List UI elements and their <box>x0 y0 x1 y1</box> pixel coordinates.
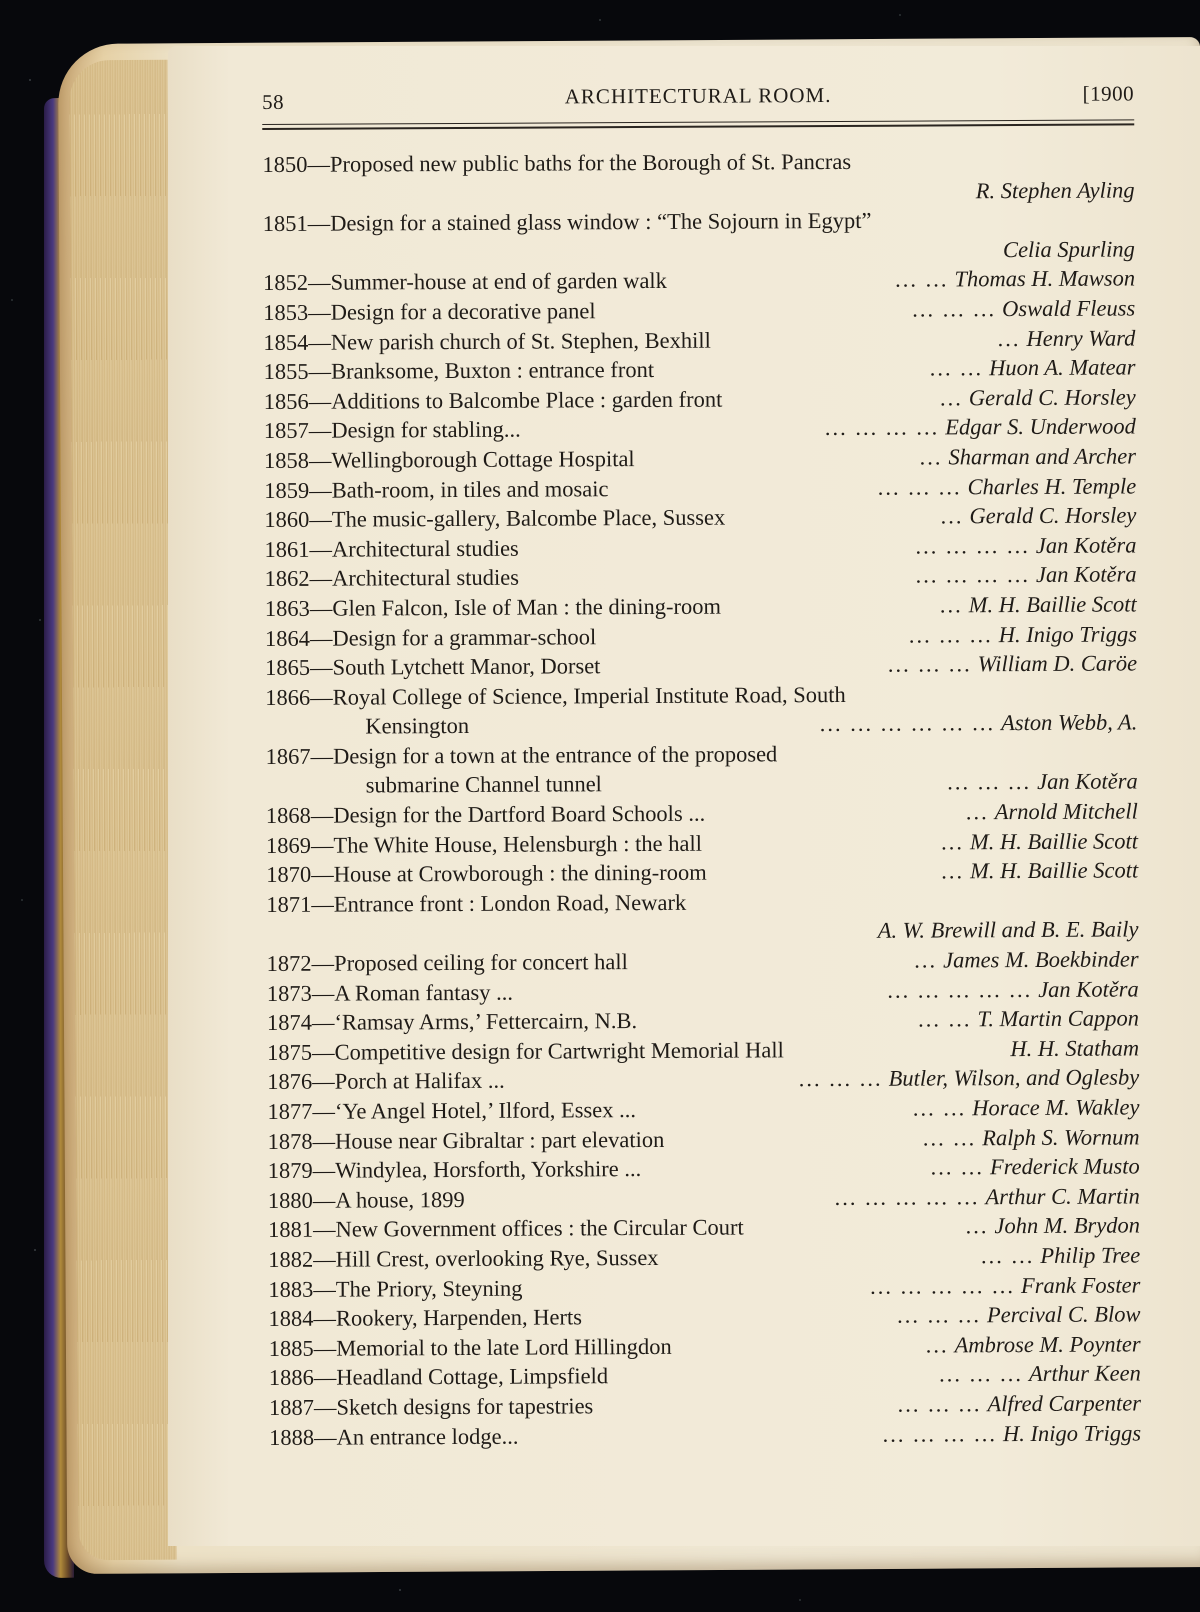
catalogue-entry <box>265 619 1137 653</box>
entry-line <box>269 1388 1141 1422</box>
page-fore-edge <box>69 60 176 1561</box>
entry-title: 1859—Bath-room, in tiles and mosaic <box>264 475 609 503</box>
leader-dots: ... ... <box>894 266 949 293</box>
entry-number: 1878 <box>267 1128 313 1154</box>
entry-title: 1888—An entrance lodge... <box>269 1423 519 1450</box>
leader-dots: ... ... ... <box>908 621 993 648</box>
entry-title-text: Branksome, Buxton : entrance front <box>330 357 655 384</box>
entry-number: 1882 <box>268 1246 314 1272</box>
entry-author: Percival C. Blow <box>986 1301 1141 1328</box>
catalogue-entry <box>269 1388 1141 1422</box>
entry-author: Alfred Carpenter <box>987 1390 1142 1417</box>
entry-title: 1866—Royal College of Science, Imperial Institute Road, South <box>265 681 846 710</box>
entry-author: Aston Webb, A. <box>1001 709 1138 736</box>
entry-line <box>268 1270 1140 1304</box>
catalogue-entry <box>264 382 1136 416</box>
entry-number: 1869 <box>265 832 312 858</box>
entry-title-text: Design for a grammar-school <box>332 623 597 651</box>
entry-line <box>264 471 1136 505</box>
entry-title: 1865—South Lytchett Manor, Dorset <box>265 653 601 681</box>
catalogue-entry <box>267 1092 1139 1126</box>
catalogue-entry <box>263 205 1135 269</box>
entry-line <box>263 264 1135 298</box>
entry-title-text: The Priory, Steyning <box>335 1275 523 1302</box>
entry-line <box>264 412 1136 446</box>
entry-line <box>264 530 1136 564</box>
entry-title-text: Royal College of Science, Imperial Institute Road, South <box>332 681 846 710</box>
catalogue-entry <box>267 974 1139 1008</box>
entry-title: 1877—‘Ye Angel Hotel,’ Ilford, Essex ... <box>267 1097 636 1124</box>
catalogue-entry <box>266 856 1138 890</box>
entry-author: Frank Foster <box>1020 1271 1141 1298</box>
entry-line-continued <box>266 767 1138 801</box>
entry-title-text: ‘Ramsay Arms,’ Fettercairn, N.B. <box>334 1008 638 1035</box>
entry-number: 1868 <box>265 802 311 829</box>
catalogue-entry <box>267 944 1139 978</box>
entry-title-text: Headland Cottage, Limpsfield <box>336 1363 609 1390</box>
entry-title: 1862—Architectural studies <box>264 564 519 592</box>
leader-dots: ... <box>939 385 963 411</box>
entry-line <box>263 205 1135 239</box>
entry-author: Gerald C. Horsley <box>968 384 1136 411</box>
entry-author: Celia Spurling <box>1002 236 1135 262</box>
entry-title-text: ‘Ye Angel Hotel,’ Ilford, Essex ... <box>334 1097 636 1124</box>
entry-number: 1862 <box>264 566 310 592</box>
entry-author: H. H. Statham <box>1010 1035 1140 1061</box>
catalogue-entry <box>265 737 1137 801</box>
entry-author: A. W. Brewill and B. E. Baily <box>877 916 1139 944</box>
leader-dots <box>784 1056 1010 1057</box>
catalogue-entry <box>266 885 1138 949</box>
entry-number: 1853 <box>263 299 309 325</box>
leader-dots: ... ... ... ... <box>824 414 940 441</box>
entry-title-text: Proposed new public baths for the Borough of St. Pancras <box>329 148 852 177</box>
entry-title: 1886—Headland Cottage, Limpsfield <box>268 1363 609 1391</box>
entry-line <box>266 885 1138 919</box>
page-content <box>262 73 1141 1452</box>
entry-author: Charles H. Temple <box>967 472 1137 499</box>
entry-line <box>264 382 1136 416</box>
entry-title-text: Bath-room, in tiles and mosaic <box>331 475 609 503</box>
catalogue-entry <box>264 441 1136 475</box>
entry-number: 1852 <box>263 270 309 296</box>
entry-number: 1856 <box>263 388 309 414</box>
leader-dots: ... <box>940 828 964 855</box>
entry-title-text: House at Crowborough : the dining-room <box>333 859 707 887</box>
entry-title-text: Windylea, Horsforth, Yorkshire ... <box>335 1156 642 1183</box>
entry-author: Frederick Musto <box>989 1153 1140 1180</box>
entry-number: 1851 <box>262 210 308 237</box>
entry-line <box>266 796 1138 830</box>
leader-dots: ... <box>939 592 963 618</box>
entry-number: 1867 <box>265 743 311 769</box>
leader-dots: ... <box>940 503 964 529</box>
entry-title-text: Glen Falcon, Isle of Man : the dining-room <box>332 593 722 621</box>
entry-number: 1877 <box>267 1098 313 1124</box>
entry-number: 1876 <box>267 1069 313 1095</box>
entry-author: Oswald Fleuss <box>1002 295 1136 322</box>
entry-author: Philip Tree <box>1040 1242 1141 1268</box>
catalogue-entry <box>268 1211 1140 1245</box>
page-year: [1900 <box>1082 81 1135 106</box>
page-title: ARCHITECTURAL ROOM. <box>564 83 832 109</box>
entry-title-text: New parish church of St. Stephen, Bexhill <box>330 327 711 355</box>
entry-number: 1870 <box>266 862 312 888</box>
entry-title: 1854—New parish church of St. Stephen, Bexhill <box>263 327 711 355</box>
leader-dots: ... ... ... ... ... ... <box>819 710 996 737</box>
entry-number: 1883 <box>268 1276 314 1302</box>
entry-title-continued: submarine Channel tunnel <box>365 771 602 798</box>
entry-title: 1870—House at Crowborough : the dining-room <box>266 859 707 888</box>
entry-title: 1875—Competitive design for Cartwright Memorial Hall <box>267 1037 784 1065</box>
catalogue-entry <box>263 293 1135 327</box>
header-rule-thick <box>262 123 1134 130</box>
entry-line <box>265 619 1137 653</box>
entry-author: Thomas H. Mawson <box>954 265 1136 292</box>
catalogue-entry <box>268 1300 1140 1334</box>
entry-line <box>265 737 1137 771</box>
entry-line <box>268 1181 1140 1215</box>
entry-number: 1857 <box>263 418 309 444</box>
entry-number: 1881 <box>267 1217 314 1243</box>
leader-dots: ... ... ... ... <box>915 532 1030 559</box>
leader-dots: ... <box>914 947 938 973</box>
entry-author: R. Stephen Ayling <box>975 177 1135 203</box>
leader-dots: ... ... ... ... <box>915 562 1031 588</box>
entry-author: Jan Kotěra <box>1035 532 1137 558</box>
entry-line <box>267 974 1139 1008</box>
entry-author: Arthur C. Martin <box>985 1183 1140 1210</box>
entry-line <box>265 589 1137 623</box>
entry-author: M. H. Baillie Scott <box>970 857 1139 884</box>
entry-line <box>264 501 1136 535</box>
catalogue-entry <box>269 1418 1141 1452</box>
entry-number: 1861 <box>264 536 310 562</box>
leader-dots: ... <box>941 858 965 884</box>
entry-line <box>269 1359 1141 1393</box>
entry-title-text: Design for a town at the entrance of the proposed <box>332 741 778 769</box>
entry-number: 1884 <box>268 1305 314 1332</box>
entry-number: 1866 <box>265 684 311 710</box>
entry-author: William D. Caröe <box>977 650 1138 677</box>
catalogue-entry <box>265 589 1137 623</box>
entry-number: 1859 <box>264 477 310 503</box>
entry-title: 1856—Additions to Balcombe Place : garden front <box>263 386 723 414</box>
entry-number: 1858 <box>263 447 310 473</box>
entry-title: 1861—Architectural studies <box>264 535 519 562</box>
catalogue-entry <box>264 501 1136 535</box>
catalogue-entry <box>269 1359 1141 1393</box>
entry-number: 1871 <box>266 891 312 917</box>
entry-line <box>267 1063 1139 1097</box>
entry-title: 1855—Branksome, Buxton : entrance front <box>263 357 655 385</box>
entry-title-text: Design for stabling... <box>331 416 521 443</box>
entry-author: M. H. Baillie Scott <box>968 591 1137 618</box>
running-head <box>262 73 1134 122</box>
entry-author: Butler, Wilson, and Oglesby <box>888 1064 1140 1092</box>
leader-dots: ... ... ... <box>938 1361 1023 1387</box>
entry-title: 1857—Design for stabling... <box>263 416 521 444</box>
catalogue-entry <box>268 1270 1140 1304</box>
entry-title: 1863—Glen Falcon, Isle of Man : the dining-room <box>264 593 722 621</box>
entry-title: 1876—Porch at Halifax ... <box>267 1068 505 1095</box>
leader-dots: ... <box>925 1332 949 1358</box>
catalogue-entry <box>263 264 1135 298</box>
catalogue-entry <box>269 1329 1141 1363</box>
entry-number: 1875 <box>267 1039 313 1065</box>
entry-title-text: The music-gallery, Balcombe Place, Sussex <box>331 504 726 532</box>
entry-number: 1888 <box>269 1424 315 1450</box>
entry-title: 1860—The music-gallery, Balcombe Place, Sussex <box>264 504 726 533</box>
entry-title: 1864—Design for a grammar-school <box>264 623 597 651</box>
entry-author: Henry Ward <box>1026 324 1136 351</box>
entry-line <box>267 1092 1139 1126</box>
entry-author: M. H. Baillie Scott <box>969 828 1139 854</box>
entry-title-text: Rookery, Harpenden, Herts <box>335 1304 583 1331</box>
entry-title: 1882—Hill Crest, overlooking Rye, Sussex <box>268 1244 659 1272</box>
entry-line <box>266 826 1138 860</box>
entry-title-text: The White House, Helensburgh : the hall <box>333 830 703 858</box>
entry-line <box>265 649 1137 683</box>
entry-title: 1868—Design for the Dartford Board Schools ... <box>265 800 706 829</box>
entry-list <box>262 145 1141 1452</box>
entry-title: 1872—Proposed ceiling for concert hall <box>266 949 628 977</box>
entry-line <box>263 293 1135 327</box>
catalogue-entry <box>263 323 1135 357</box>
catalogue-entry <box>266 796 1138 830</box>
entry-title: 1885—Memorial to the late Lord Hillingdon <box>268 1333 672 1361</box>
entry-title: 1852—Summer-house at end of garden walk <box>263 268 667 296</box>
entry-title-text: Architectural studies <box>332 564 519 591</box>
entry-title: 1851—Design for a stained glass window : “The Sojourn in Egypt” <box>262 207 872 237</box>
catalogue-entry <box>265 678 1137 742</box>
leader-dots: ... ... ... ... ... <box>870 1272 1016 1299</box>
catalogue-entry <box>266 826 1138 860</box>
leader-dots: ... <box>919 444 943 470</box>
leader-dots: ... ... ... <box>947 769 1032 795</box>
entry-author: Ambrose M. Poynter <box>954 1331 1141 1358</box>
entry-line <box>268 1240 1140 1274</box>
entry-author: Arnold Mitchell <box>994 798 1138 825</box>
entry-number: 1860 <box>264 506 310 533</box>
entry-line <box>267 944 1139 978</box>
entry-number: 1873 <box>266 980 312 1006</box>
entry-title-text: Architectural studies <box>331 535 519 562</box>
entry-title: 1887—Sketch designs for tapestries <box>268 1393 594 1420</box>
leader-dots: ... ... <box>980 1242 1035 1269</box>
entry-author: Horace M. Wakley <box>972 1094 1140 1121</box>
entry-title-text: A Roman fantasy ... <box>334 979 514 1006</box>
entry-title: 1853—Design for a decorative panel <box>263 298 596 325</box>
entry-title-text: Design for a stained glass window : “The Sojourn in Egypt” <box>330 207 872 236</box>
entry-title-text: Additions to Balcombe Place : garden front <box>331 386 723 414</box>
entry-title: 1873—A Roman fantasy ... <box>266 979 514 1006</box>
entry-line <box>267 1122 1139 1156</box>
entry-title: 1858—Wellingborough Cottage Hospital <box>263 445 635 473</box>
entry-title-text: An entrance lodge... <box>336 1423 519 1450</box>
entry-title: 1874—‘Ramsay Arms,’ Fettercairn, N.B. <box>266 1008 638 1036</box>
entry-author: James M. Boekbinder <box>942 946 1139 973</box>
entry-title: 1869—The White House, Helensburgh : the hall <box>265 830 703 858</box>
entry-title: 1881—New Government offices : the Circular Court <box>267 1214 744 1243</box>
catalogue-entry <box>265 649 1137 683</box>
entry-title-text: A house, 1899 <box>335 1186 465 1213</box>
entry-number: 1865 <box>265 654 311 681</box>
catalogue-entry <box>264 530 1136 564</box>
entry-title-text: Memorial to the late Lord Hillingdon <box>336 1333 672 1361</box>
entry-title: 1879—Windylea, Horsforth, Yorkshire ... <box>267 1156 642 1184</box>
entry-title: 1878—House near Gibraltar : part elevation <box>267 1126 665 1154</box>
leader-dots: ... ... <box>922 1124 977 1151</box>
entry-title-text: New Government offices : the Circular Court <box>335 1214 744 1243</box>
leader-dots: ... ... ... <box>887 651 972 677</box>
catalogue-entry <box>263 353 1135 387</box>
entry-line <box>269 1418 1141 1452</box>
catalogue-entry <box>262 145 1134 209</box>
entry-number: 1874 <box>266 1009 313 1036</box>
entry-number: 1863 <box>264 595 310 621</box>
entry-line <box>268 1152 1140 1186</box>
catalogue-entry <box>264 412 1136 446</box>
leader-dots: ... <box>965 799 989 825</box>
leader-dots: ... ... ... <box>897 1302 982 1328</box>
entry-title-text: Wellingborough Cottage Hospital <box>331 445 635 473</box>
entry-line <box>263 353 1135 387</box>
catalogue-entry <box>268 1240 1140 1274</box>
entry-number: 1885 <box>268 1335 314 1361</box>
entry-number: 1886 <box>268 1365 314 1391</box>
leader-dots: ... ... ... <box>798 1066 883 1092</box>
entry-author: H. Inigo Triggs <box>1002 1419 1142 1446</box>
entry-number: 1872 <box>266 950 312 977</box>
leader-dots: ... ... <box>918 1006 972 1032</box>
entry-line <box>269 1329 1141 1363</box>
entry-author: Gerald C. Horsley <box>969 502 1137 529</box>
entry-title-text: South Lytchett Manor, Dorset <box>332 653 601 680</box>
entry-title: 1850—Proposed new public baths for the Borough of St. Pancras <box>262 148 852 177</box>
catalogue-entry <box>267 1033 1139 1067</box>
entry-author: John M. Brydon <box>994 1212 1141 1239</box>
entry-title: 1880—A house, 1899 <box>267 1186 465 1213</box>
entry-line <box>268 1211 1140 1245</box>
entry-author: Jan Kotěra <box>1035 561 1137 588</box>
entry-number: 1855 <box>263 358 309 385</box>
entry-title-text: Competitive design for Cartwright Memorial Hall <box>334 1037 784 1065</box>
entry-line-continued <box>265 708 1137 742</box>
entry-number: 1887 <box>268 1394 315 1420</box>
entry-number: 1880 <box>267 1187 313 1213</box>
leader-dots: ... ... ... ... <box>882 1420 998 1447</box>
entry-title-text: Design for a decorative panel <box>330 298 596 325</box>
leader-dots: ... ... <box>912 1095 967 1121</box>
entry-number: 1850 <box>262 151 308 177</box>
entry-line <box>265 678 1137 712</box>
entry-line <box>265 560 1137 594</box>
page-number: 58 <box>262 89 285 114</box>
leader-dots: ... ... ... <box>877 473 962 500</box>
entry-title: 1884—Rookery, Harpenden, Herts <box>268 1304 583 1332</box>
entry-author: Sharman and Archer <box>948 443 1137 470</box>
catalogue-entry <box>267 1004 1139 1038</box>
leader-dots: ... ... ... <box>897 1391 982 1417</box>
catalogue-entry <box>267 1122 1139 1156</box>
catalogue-entry <box>267 1063 1139 1097</box>
entry-title-text: Sketch designs for tapestries <box>336 1393 594 1420</box>
leader-dots: ... ... ... ... ... <box>834 1184 980 1210</box>
entry-author: Jan Kotěra <box>1037 768 1138 795</box>
leader-dots: ... <box>997 325 1021 351</box>
entry-line <box>263 323 1135 357</box>
entry-title: 1871—Entrance front : London Road, Newark <box>266 889 687 917</box>
entry-title-text: Hill Crest, overlooking Rye, Sussex <box>335 1244 659 1272</box>
entry-title-text: Porch at Halifax ... <box>334 1068 505 1095</box>
entry-title: 1867—Design for a town at the entrance of the proposed <box>265 741 778 769</box>
entry-title-text: Summer-house at end of garden walk <box>330 268 667 296</box>
entry-author: Jan Kotěra <box>1038 976 1139 1002</box>
leader-dots: ... ... <box>930 1154 985 1180</box>
entry-title-text: Proposed ceiling for concert hall <box>334 949 628 976</box>
catalogue-entry <box>264 471 1136 505</box>
entry-author: Huon A. Matear <box>989 354 1136 381</box>
entry-number: 1864 <box>264 625 310 651</box>
entry-author: Arthur Keen <box>1028 1360 1141 1387</box>
entry-title-text: House near Gibraltar : part elevation <box>334 1126 665 1154</box>
catalogue-entry <box>268 1181 1140 1215</box>
leader-dots: ... ... <box>929 355 984 381</box>
entry-author: Edgar S. Underwood <box>945 413 1136 440</box>
entry-title: 1883—The Priory, Steyning <box>268 1275 523 1302</box>
entry-line <box>266 856 1138 890</box>
entry-number: 1854 <box>263 329 309 355</box>
catalogue-entry <box>265 560 1137 594</box>
entry-line <box>268 1300 1140 1334</box>
entry-author: H. Inigo Triggs <box>998 620 1137 647</box>
entry-number: 1879 <box>267 1157 313 1184</box>
catalogue-entry <box>268 1152 1140 1186</box>
entry-title-continued: Kensington <box>365 713 470 739</box>
leader-dots: ... ... ... ... ... <box>887 976 1033 1003</box>
leader-dots: ... ... ... <box>912 296 997 322</box>
entry-line <box>267 1004 1139 1038</box>
entry-author: T. Martin Cappon <box>977 1005 1139 1032</box>
entry-line <box>267 1033 1139 1067</box>
entry-line <box>262 145 1134 179</box>
entry-title-text: Design for the Dartford Board Schools ... <box>333 800 706 828</box>
entry-author: Ralph S. Wornum <box>982 1124 1140 1150</box>
leader-dots: ... <box>965 1213 989 1239</box>
entry-line <box>264 441 1136 475</box>
entry-title-text: Entrance front : London Road, Newark <box>333 889 687 917</box>
